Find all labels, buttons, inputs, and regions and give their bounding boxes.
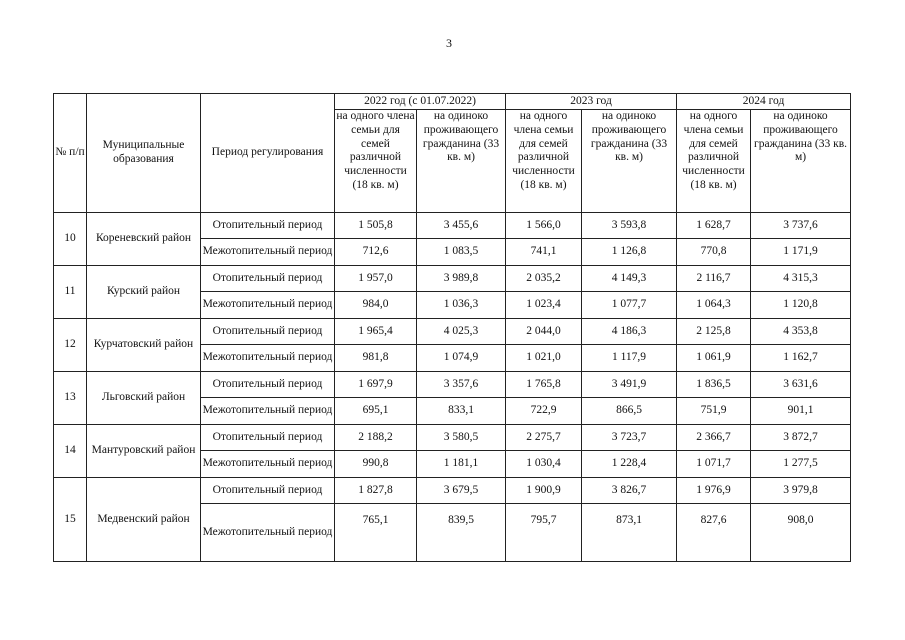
- value-cell: 751,9: [677, 398, 751, 425]
- value-cell: 1 064,3: [677, 292, 751, 319]
- value-cell: 2 116,7: [677, 266, 751, 292]
- value-cell: 1 827,8: [335, 478, 417, 504]
- value-cell: 984,0: [335, 292, 417, 319]
- value-cell: 1 061,9: [677, 345, 751, 372]
- period-heating: Отопительный период: [201, 425, 335, 451]
- value-cell: 765,1: [335, 504, 417, 562]
- value-cell: 3 357,6: [417, 372, 506, 398]
- table-body: [54, 213, 851, 562]
- table-row: [54, 478, 851, 504]
- value-cell: 4 186,3: [582, 319, 677, 345]
- header-single-2024: на одиноко проживающего гражданина (33 кв. м): [751, 110, 851, 213]
- value-cell: 1 697,9: [335, 372, 417, 398]
- value-cell: 2 035,2: [506, 266, 582, 292]
- value-cell: 1 765,8: [506, 372, 582, 398]
- municipality-name: Мантуровский район: [87, 425, 201, 478]
- row-number: 11: [54, 266, 87, 319]
- table-row: [54, 319, 851, 345]
- value-cell: 1 030,4: [506, 451, 582, 478]
- value-cell: 722,9: [506, 398, 582, 425]
- header-year-2024: 2024 год: [677, 94, 851, 110]
- municipality-name: Медвенский район: [87, 478, 201, 562]
- value-cell: 1 171,9: [751, 239, 851, 266]
- value-cell: 1 126,8: [582, 239, 677, 266]
- value-cell: 1 957,0: [335, 266, 417, 292]
- municipality-name: Кореневский район: [87, 213, 201, 266]
- period-interheating: Межотопительный период: [201, 239, 335, 266]
- value-cell: 1 228,4: [582, 451, 677, 478]
- header-municipality: Муниципальные образования: [87, 94, 201, 213]
- value-cell: 1 566,0: [506, 213, 582, 239]
- row-number: 10: [54, 213, 87, 266]
- value-cell: 1 021,0: [506, 345, 582, 372]
- value-cell: 3 826,7: [582, 478, 677, 504]
- value-cell: 3 989,8: [417, 266, 506, 292]
- value-cell: 1 900,9: [506, 478, 582, 504]
- value-cell: 3 580,5: [417, 425, 506, 451]
- value-cell: 1 023,4: [506, 292, 582, 319]
- header-single-2023: на одиноко проживающего гражданина (33 кв. м): [582, 110, 677, 213]
- page-number: 3: [446, 36, 452, 50]
- table-row: [54, 213, 851, 239]
- value-cell: 1 117,9: [582, 345, 677, 372]
- table-row: [54, 372, 851, 398]
- value-cell: 1 976,9: [677, 478, 751, 504]
- value-cell: 839,5: [417, 504, 506, 562]
- row-number: 13: [54, 372, 87, 425]
- period-interheating: Межотопительный период: [201, 398, 335, 425]
- value-cell: 1 277,5: [751, 451, 851, 478]
- header-period: Период регулирования: [201, 94, 335, 213]
- value-cell: 2 125,8: [677, 319, 751, 345]
- value-cell: 2 366,7: [677, 425, 751, 451]
- table-row: [54, 425, 851, 451]
- municipality-name: Курчатовский район: [87, 319, 201, 372]
- header-year-2023: 2023 год: [506, 94, 677, 110]
- value-cell: 1 505,8: [335, 213, 417, 239]
- period-interheating: Межотопительный период: [201, 345, 335, 372]
- value-cell: 990,8: [335, 451, 417, 478]
- value-cell: 2 275,7: [506, 425, 582, 451]
- value-cell: 1 077,7: [582, 292, 677, 319]
- value-cell: 795,7: [506, 504, 582, 562]
- value-cell: 1 628,7: [677, 213, 751, 239]
- period-heating: Отопительный период: [201, 478, 335, 504]
- value-cell: 908,0: [751, 504, 851, 562]
- municipality-name: Льговский район: [87, 372, 201, 425]
- tariff-table: [53, 93, 851, 562]
- value-cell: 873,1: [582, 504, 677, 562]
- value-cell: 695,1: [335, 398, 417, 425]
- value-cell: 3 491,9: [582, 372, 677, 398]
- value-cell: 981,8: [335, 345, 417, 372]
- value-cell: 2 044,0: [506, 319, 582, 345]
- value-cell: 1 836,5: [677, 372, 751, 398]
- period-interheating: Межотопительный период: [201, 504, 335, 562]
- value-cell: 833,1: [417, 398, 506, 425]
- value-cell: 2 188,2: [335, 425, 417, 451]
- period-heating: Отопительный период: [201, 319, 335, 345]
- value-cell: 4 149,3: [582, 266, 677, 292]
- value-cell: 4 353,8: [751, 319, 851, 345]
- value-cell: 3 455,6: [417, 213, 506, 239]
- period-heating: Отопительный период: [201, 372, 335, 398]
- value-cell: 3 737,6: [751, 213, 851, 239]
- header-family-2024: на одного члена семьи для семей различной численности (18 кв. м): [677, 110, 751, 213]
- value-cell: 1 120,8: [751, 292, 851, 319]
- value-cell: 901,1: [751, 398, 851, 425]
- period-interheating: Межотопительный период: [201, 451, 335, 478]
- value-cell: 3 979,8: [751, 478, 851, 504]
- header-single-2022: на одиноко проживающего гражданина (33 кв. м): [417, 110, 506, 213]
- value-cell: 4 315,3: [751, 266, 851, 292]
- value-cell: 1 162,7: [751, 345, 851, 372]
- value-cell: 3 593,8: [582, 213, 677, 239]
- row-number: 15: [54, 478, 87, 562]
- header-family-2022: на одного члена семьи для семей различной численности (18 кв. м): [335, 110, 417, 213]
- value-cell: 3 723,7: [582, 425, 677, 451]
- period-heating: Отопительный период: [201, 213, 335, 239]
- period-interheating: Межотопительный период: [201, 292, 335, 319]
- value-cell: 3 872,7: [751, 425, 851, 451]
- value-cell: 1 071,7: [677, 451, 751, 478]
- header-num: № п/п: [54, 94, 87, 213]
- value-cell: 1 036,3: [417, 292, 506, 319]
- value-cell: 1 074,9: [417, 345, 506, 372]
- value-cell: 1 083,5: [417, 239, 506, 266]
- value-cell: 741,1: [506, 239, 582, 266]
- value-cell: 1 181,1: [417, 451, 506, 478]
- row-number: 12: [54, 319, 87, 372]
- value-cell: 866,5: [582, 398, 677, 425]
- value-cell: 827,6: [677, 504, 751, 562]
- header-year-2022: 2022 год (с 01.07.2022): [335, 94, 506, 110]
- row-number: 14: [54, 425, 87, 478]
- value-cell: 770,8: [677, 239, 751, 266]
- value-cell: 3 631,6: [751, 372, 851, 398]
- value-cell: 4 025,3: [417, 319, 506, 345]
- table-row: [54, 266, 851, 292]
- municipality-name: Курский район: [87, 266, 201, 319]
- header-family-2023: на одного члена семьи для семей различной численности (18 кв. м): [506, 110, 582, 213]
- value-cell: 1 965,4: [335, 319, 417, 345]
- value-cell: 712,6: [335, 239, 417, 266]
- value-cell: 3 679,5: [417, 478, 506, 504]
- period-heating: Отопительный период: [201, 266, 335, 292]
